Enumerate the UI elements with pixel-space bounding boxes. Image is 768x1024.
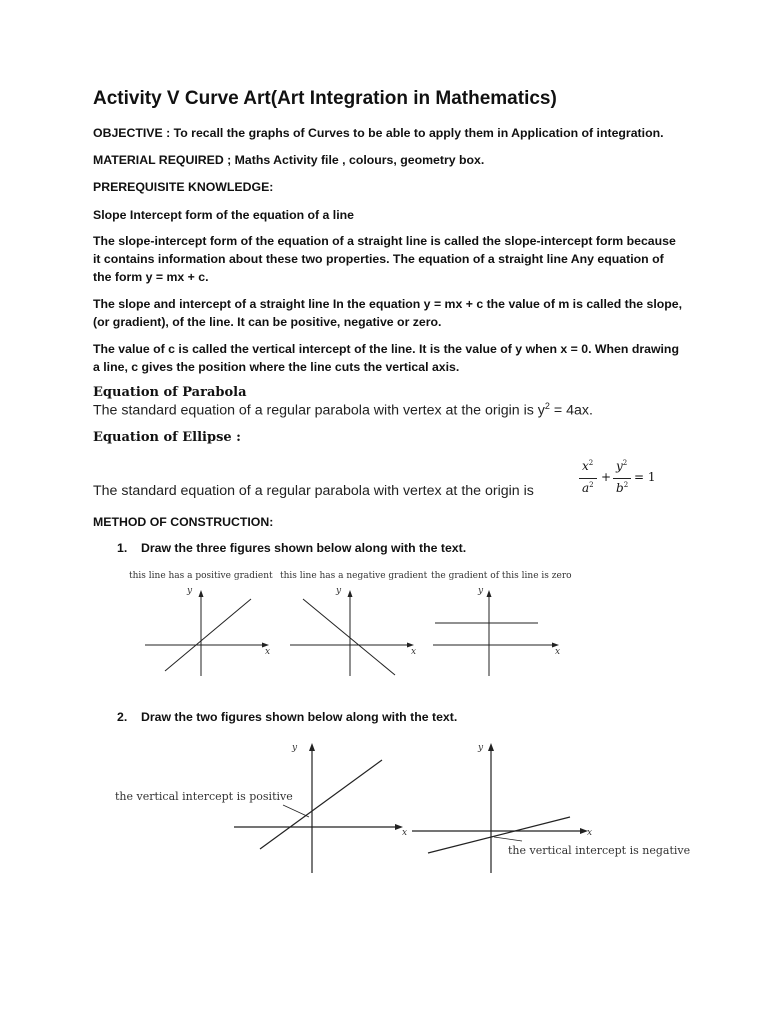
slope-heading: Slope Intercept form of the equation of a line xyxy=(93,208,354,222)
prerequisite-heading: PREREQUISITE KNOWLEDGE: xyxy=(93,180,274,194)
formula-plus: + xyxy=(601,470,612,484)
step-1-number: 1. xyxy=(117,541,128,555)
label-pointer xyxy=(283,805,309,817)
figure-negative-gradient xyxy=(280,571,428,676)
parabola-text-suffix: = 4ax. xyxy=(549,402,593,419)
y-axis-arrow xyxy=(348,590,353,597)
figure-positive-intercept xyxy=(115,743,407,873)
y-axis-label: y xyxy=(292,743,298,753)
label-pointer xyxy=(494,837,522,841)
paragraph-slope-intercept: The slope-intercept form of the equation of a straight line is called the slope-intercept form because it contains information about these two properties. The equation of a straight line Any equation of the form y = mx + c. xyxy=(93,234,676,284)
page-title: Activity V Curve Art(Art Integration in Mathematics) xyxy=(93,88,557,109)
y-axis-arrow xyxy=(309,743,315,751)
objective-text: OBJECTIVE : To recall the graphs of Curves to be able to apply them in Application of integration. xyxy=(93,126,664,140)
figure-caption-zero: the gradient of this line is zero xyxy=(431,571,572,581)
step-2 xyxy=(117,710,457,724)
gradient-figures xyxy=(125,566,575,681)
negative-gradient-line xyxy=(303,599,395,675)
y-axis-label: y xyxy=(336,586,342,596)
y-axis-label: y xyxy=(187,586,193,596)
parabola-equation-text xyxy=(93,401,593,419)
intercept-figures xyxy=(110,738,700,878)
ellipse-formula xyxy=(579,459,659,501)
y-axis-arrow xyxy=(487,590,492,597)
formula-den-a: $a^2$ xyxy=(582,481,594,495)
y-axis-label: y xyxy=(478,743,484,753)
x-axis-label: x xyxy=(265,647,271,657)
figure-caption-negative: this line has a negative gradient xyxy=(280,571,428,581)
positive-gradient-line xyxy=(165,599,251,671)
y-axis-label: y xyxy=(478,586,484,596)
step-1 xyxy=(117,541,466,555)
figure-caption-positive: this line has a positive gradient xyxy=(129,571,273,581)
parabola-text-prefix: The standard equation of a regular parabola with vertex at the origin is y xyxy=(93,402,545,419)
figure-zero-gradient xyxy=(431,571,572,676)
parabola-superscript: 2 xyxy=(544,401,550,411)
step-2-number: 2. xyxy=(117,710,128,724)
x-axis-label: x xyxy=(402,828,408,838)
step-2-text: Draw the two figures shown below along with the text. xyxy=(140,710,458,724)
negative-intercept-label: the vertical intercept is negative xyxy=(508,844,691,857)
parabola-heading: Equation of Parabola xyxy=(93,385,247,400)
paragraph-vertical-intercept: The value of c is called the vertical intercept of the line. It is the value of y when x = 0. When drawing a line, c gives the position where the line cuts the vertical axis. xyxy=(93,342,679,374)
figure-positive-gradient xyxy=(129,571,273,676)
formula-num-y: $y^2$ xyxy=(616,459,628,473)
x-axis-label: x xyxy=(555,647,561,657)
positive-intercept-line xyxy=(260,760,382,849)
paragraph-slope: The slope and intercept of a straight line In the equation y = mx + c the value of m is called the slope, (or gradient), of the line. It can be positive, negative or zero. xyxy=(93,297,683,329)
figure-negative-intercept xyxy=(412,743,690,873)
y-axis-arrow xyxy=(199,590,204,597)
formula-num-x: $x^2$ xyxy=(582,459,594,473)
y-axis-arrow xyxy=(488,743,494,751)
material-text: MATERIAL REQUIRED ; Maths Activity file , colours, geometry box. xyxy=(93,153,485,167)
x-axis-label: x xyxy=(411,647,417,657)
x-axis-label: x xyxy=(587,828,593,838)
formula-rhs: = 1 xyxy=(634,470,656,484)
ellipse-equation-text: The standard equation of a regular parabola with vertex at the origin is xyxy=(93,483,534,499)
method-heading: METHOD OF CONSTRUCTION: xyxy=(93,515,274,529)
formula-bar-2 xyxy=(613,478,631,479)
formula-bar-1 xyxy=(579,478,597,479)
positive-intercept-label: the vertical intercept is positive xyxy=(115,790,293,803)
step-1-text: Draw the three figures shown below along with the text. xyxy=(140,541,467,555)
ellipse-heading: Equation of Ellipse : xyxy=(93,430,241,445)
formula-den-b: $b^2$ xyxy=(616,481,629,495)
